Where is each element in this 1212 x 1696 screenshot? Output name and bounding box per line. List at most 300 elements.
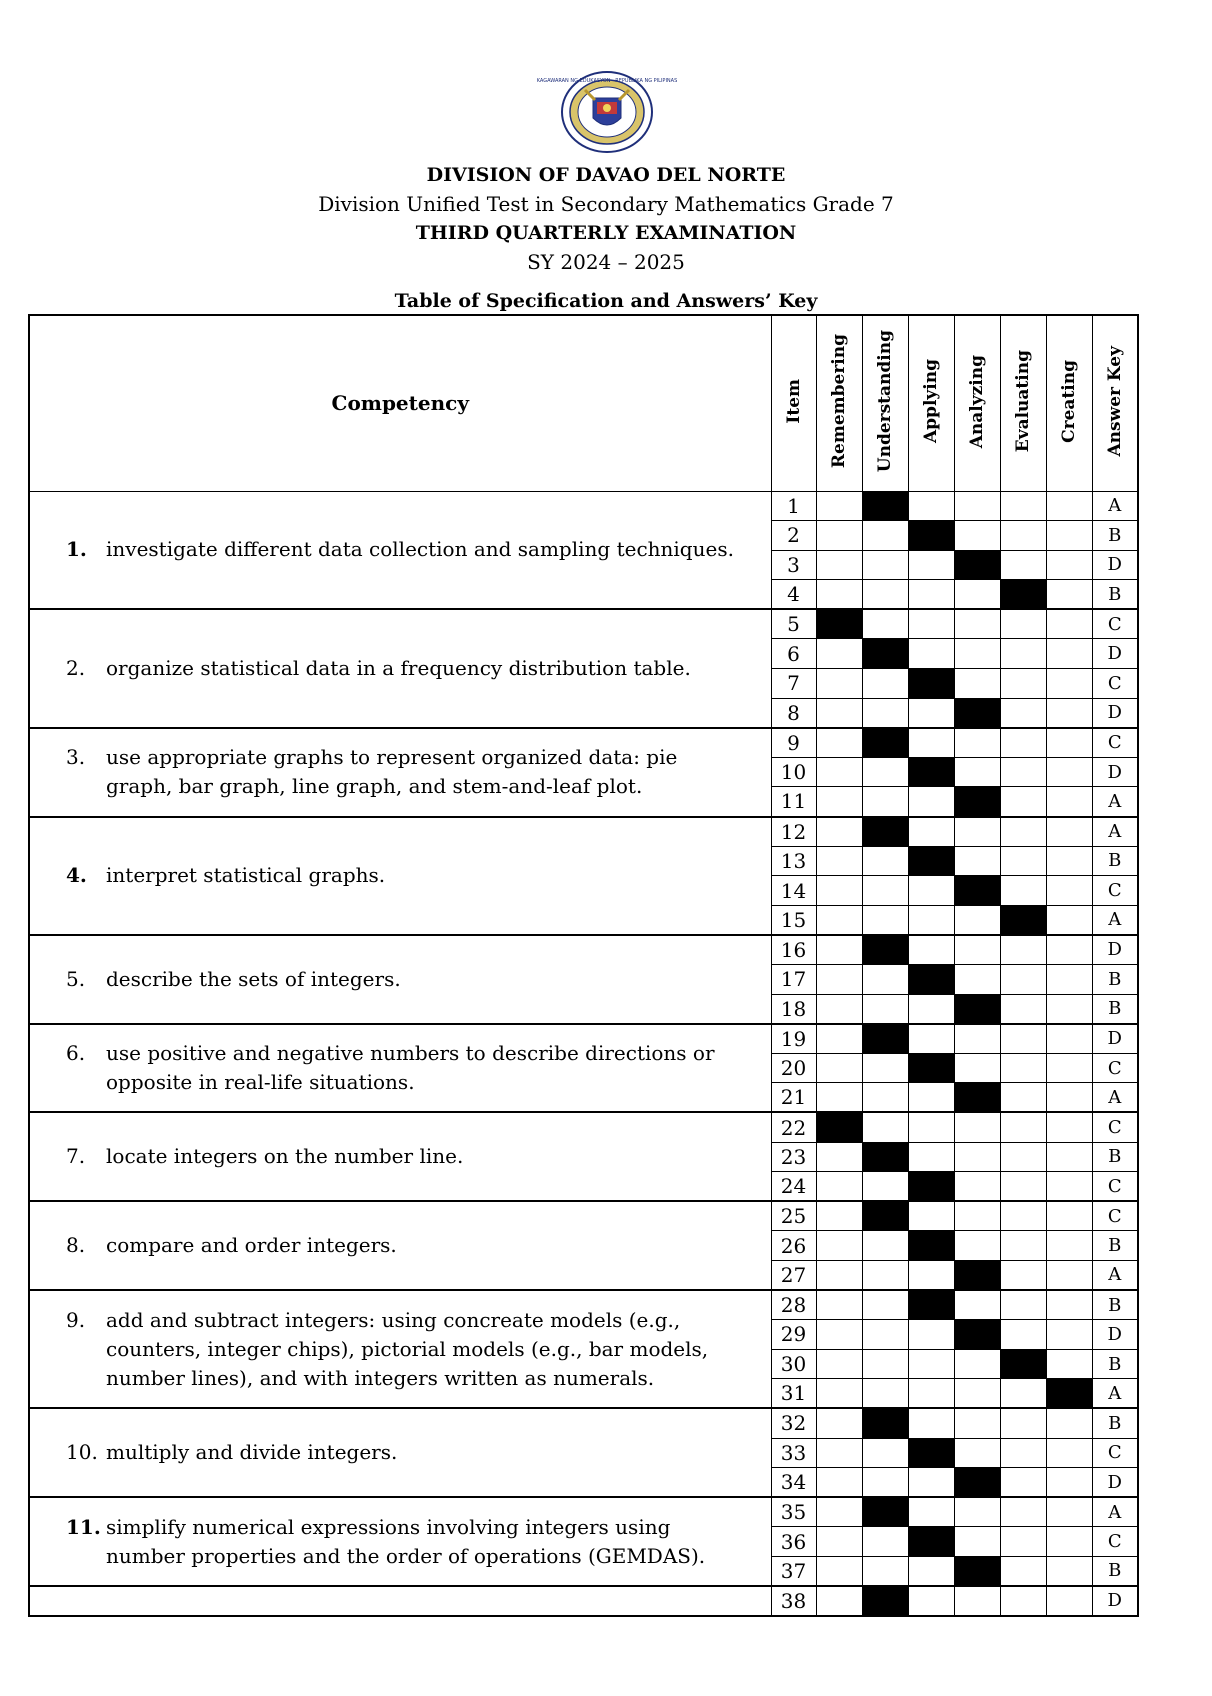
answer-key-cell: B xyxy=(1092,580,1138,610)
answer-key-cell: C xyxy=(1092,1201,1138,1231)
level-cell-remembering xyxy=(816,1231,862,1261)
level-cell-applying xyxy=(908,639,954,669)
level-cell-evaluating xyxy=(1000,1142,1046,1172)
level-cell-evaluating xyxy=(1000,728,1046,758)
table-row xyxy=(29,935,1138,965)
answer-key-cell: B xyxy=(1092,1349,1138,1379)
competency-text: describe the sets of integers. xyxy=(106,966,401,991)
level-cell-creating xyxy=(1046,1408,1092,1438)
answer-key-cell: A xyxy=(1092,491,1138,521)
level-cell-creating xyxy=(1046,491,1092,521)
level-cell-understanding xyxy=(862,817,908,847)
level-cell-applying xyxy=(908,1527,954,1557)
item-number: 38 xyxy=(771,1586,816,1616)
level-cell-evaluating xyxy=(1000,1556,1046,1586)
level-cell-remembering xyxy=(816,787,862,817)
level-cell-remembering xyxy=(816,876,862,906)
level-cell-creating xyxy=(1046,1527,1092,1557)
level-cell-evaluating xyxy=(1000,1260,1046,1290)
level-cell-evaluating xyxy=(1000,609,1046,639)
level-cell-remembering xyxy=(816,1260,862,1290)
level-cell-applying xyxy=(908,1053,954,1083)
level-cell-applying xyxy=(908,550,954,580)
level-cell-applying xyxy=(908,1024,954,1054)
level-cell-evaluating xyxy=(1000,757,1046,787)
level-cell-understanding xyxy=(862,1201,908,1231)
competency-number: 10. xyxy=(66,1440,98,1465)
competency-number: 2. xyxy=(66,656,86,681)
school-year: SY 2024 – 2025 xyxy=(527,250,685,274)
level-cell-remembering xyxy=(816,609,862,639)
level-cell-remembering xyxy=(816,935,862,965)
level-cell-remembering xyxy=(816,1586,862,1616)
level-cell-understanding xyxy=(862,1556,908,1586)
level-cell-evaluating xyxy=(1000,1231,1046,1261)
item-number: 5 xyxy=(771,609,816,639)
level-cell-analyzing xyxy=(954,1083,1000,1113)
level-cell-understanding xyxy=(862,1586,908,1616)
item-number: 8 xyxy=(771,698,816,728)
level-cell-creating xyxy=(1046,1349,1092,1379)
level-cell-understanding xyxy=(862,1320,908,1350)
level-cell-analyzing xyxy=(954,1349,1000,1379)
competency-number: 3. xyxy=(66,745,86,770)
level-cell-understanding xyxy=(862,1112,908,1142)
level-cell-analyzing xyxy=(954,580,1000,610)
level-cell-analyzing xyxy=(954,965,1000,995)
answer-key-cell: C xyxy=(1092,1172,1138,1202)
level-cell-applying xyxy=(908,1556,954,1586)
item-number: 32 xyxy=(771,1408,816,1438)
level-cell-creating xyxy=(1046,905,1092,935)
level-cell-remembering xyxy=(816,905,862,935)
level-cell-analyzing xyxy=(954,639,1000,669)
level-cell-analyzing xyxy=(954,550,1000,580)
competency-text: simplify numerical expressions involving integers using number properties and the order of operations (GEMDAS). xyxy=(106,1514,706,1568)
level-cell-evaluating xyxy=(1000,1586,1046,1616)
level-cell-creating xyxy=(1046,639,1092,669)
competency-text: organize statistical data in a frequency distribution table. xyxy=(106,656,691,681)
test-name: Division Unified Test in Secondary Mathematics Grade 7 xyxy=(318,192,894,216)
answer-key-cell: D xyxy=(1092,698,1138,728)
level-cell-evaluating xyxy=(1000,1408,1046,1438)
item-number: 13 xyxy=(771,846,816,876)
answer-key-cell: B xyxy=(1092,1290,1138,1320)
item-number: 6 xyxy=(771,639,816,669)
level-cell-remembering xyxy=(816,1320,862,1350)
answer-key-cell: D xyxy=(1092,1468,1138,1498)
answer-key-cell: B xyxy=(1092,1556,1138,1586)
exam-title: THIRD QUARTERLY EXAMINATION xyxy=(415,222,797,244)
level-cell-analyzing xyxy=(954,1320,1000,1350)
level-cell-analyzing xyxy=(954,728,1000,758)
level-cell-analyzing xyxy=(954,1586,1000,1616)
level-cell-evaluating xyxy=(1000,787,1046,817)
level-cell-understanding xyxy=(862,1142,908,1172)
level-cell-evaluating xyxy=(1000,1290,1046,1320)
level-cell-creating xyxy=(1046,580,1092,610)
competency-cell xyxy=(29,1024,771,1113)
level-cell-evaluating xyxy=(1000,935,1046,965)
item-number: 14 xyxy=(771,876,816,906)
competency-number: 8. xyxy=(66,1233,86,1258)
table-row xyxy=(29,609,1138,639)
level-cell-analyzing xyxy=(954,1438,1000,1468)
answer-key-cell: C xyxy=(1092,1527,1138,1557)
answer-key-cell: C xyxy=(1092,1438,1138,1468)
level-cell-analyzing xyxy=(954,994,1000,1024)
table-row xyxy=(29,1497,1138,1527)
deped-seal xyxy=(536,70,678,154)
level-cell-analyzing xyxy=(954,1468,1000,1498)
level-cell-analyzing xyxy=(954,905,1000,935)
competency-cell xyxy=(29,491,771,609)
level-cell-understanding xyxy=(862,1053,908,1083)
item-number: 24 xyxy=(771,1172,816,1202)
level-cell-understanding xyxy=(862,1379,908,1409)
answer-key-cell: D xyxy=(1092,1320,1138,1350)
item-number: 20 xyxy=(771,1053,816,1083)
level-cell-creating xyxy=(1046,1231,1092,1261)
level-cell-applying xyxy=(908,728,954,758)
level-cell-analyzing xyxy=(954,521,1000,551)
level-cell-creating xyxy=(1046,1260,1092,1290)
item-number: 18 xyxy=(771,994,816,1024)
item-number: 30 xyxy=(771,1349,816,1379)
level-cell-creating xyxy=(1046,994,1092,1024)
item-number: 31 xyxy=(771,1379,816,1409)
level-cell-evaluating xyxy=(1000,1497,1046,1527)
competency-number: 5. xyxy=(66,966,86,991)
level-cell-understanding xyxy=(862,1468,908,1498)
level-cell-evaluating xyxy=(1000,1379,1046,1409)
answer-key-cell: D xyxy=(1092,757,1138,787)
level-cell-evaluating xyxy=(1000,1468,1046,1498)
level-cell-remembering xyxy=(816,1053,862,1083)
level-cell-understanding xyxy=(862,1024,908,1054)
level-cell-evaluating xyxy=(1000,491,1046,521)
item-number: 35 xyxy=(771,1497,816,1527)
table-row xyxy=(29,491,1138,521)
level-cell-remembering xyxy=(816,580,862,610)
level-cell-analyzing xyxy=(954,1053,1000,1083)
level-cell-creating xyxy=(1046,1290,1092,1320)
level-cell-analyzing xyxy=(954,876,1000,906)
level-cell-remembering xyxy=(816,550,862,580)
level-cell-creating xyxy=(1046,1497,1092,1527)
item-number: 21 xyxy=(771,1083,816,1113)
table-row xyxy=(29,1112,1138,1142)
level-cell-applying xyxy=(908,965,954,995)
level-cell-applying xyxy=(908,935,954,965)
table-row xyxy=(29,1024,1138,1054)
level-cell-creating xyxy=(1046,1083,1092,1113)
level-cell-applying xyxy=(908,1586,954,1616)
level-cell-creating xyxy=(1046,728,1092,758)
answer-key-cell: C xyxy=(1092,728,1138,758)
level-cell-creating xyxy=(1046,1468,1092,1498)
level-cell-remembering xyxy=(816,1083,862,1113)
competency-cell xyxy=(29,1112,771,1201)
level-cell-remembering xyxy=(816,1527,862,1557)
item-number: 17 xyxy=(771,965,816,995)
item-number: 26 xyxy=(771,1231,816,1261)
level-cell-applying xyxy=(908,1379,954,1409)
level-cell-evaluating xyxy=(1000,905,1046,935)
level-cell-applying xyxy=(908,669,954,699)
level-cell-understanding xyxy=(862,1438,908,1468)
level-cell-understanding xyxy=(862,965,908,995)
answer-key-cell: C xyxy=(1092,1053,1138,1083)
competency-number: 4. xyxy=(66,863,87,888)
answer-key-cell: A xyxy=(1092,787,1138,817)
competency-text: use appropriate graphs to represent organized data: pie graph, bar graph, line graph, and stem-and-leaf plot. xyxy=(106,745,678,799)
competency-cell xyxy=(29,728,771,817)
table-row xyxy=(29,817,1138,847)
level-cell-understanding xyxy=(862,757,908,787)
level-cell-understanding xyxy=(862,728,908,758)
level-cell-applying xyxy=(908,994,954,1024)
level-cell-understanding xyxy=(862,787,908,817)
level-cell-creating xyxy=(1046,1053,1092,1083)
level-cell-analyzing xyxy=(954,787,1000,817)
level-cell-applying xyxy=(908,1468,954,1498)
level-cell-applying xyxy=(908,1112,954,1142)
answer-key-cell: B xyxy=(1092,846,1138,876)
level-cell-analyzing xyxy=(954,609,1000,639)
item-number: 27 xyxy=(771,1260,816,1290)
item-number: 33 xyxy=(771,1438,816,1468)
competency-text: add and subtract integers: using concreate models (e.g., counters, integer chips), pictorial models (e.g., bar models, number lines), and with integers written as numerals. xyxy=(106,1307,709,1390)
level-cell-creating xyxy=(1046,1438,1092,1468)
answer-key-cell: D xyxy=(1092,550,1138,580)
answer-key-cell: A xyxy=(1092,1083,1138,1113)
level-cell-evaluating xyxy=(1000,876,1046,906)
level-cell-remembering xyxy=(816,757,862,787)
specification-table xyxy=(28,314,1139,1617)
level-cell-remembering xyxy=(816,817,862,847)
level-cell-remembering xyxy=(816,521,862,551)
item-number: 3 xyxy=(771,550,816,580)
item-number: 7 xyxy=(771,669,816,699)
item-number: 12 xyxy=(771,817,816,847)
division-title: DIVISION OF DAVAO DEL NORTE xyxy=(426,164,786,186)
competency-cell xyxy=(29,1201,771,1290)
level-cell-creating xyxy=(1046,1379,1092,1409)
answer-key-cell: D xyxy=(1092,1586,1138,1616)
competency-text: use positive and negative numbers to describe directions or opposite in real-life situations. xyxy=(106,1041,715,1095)
level-cell-analyzing xyxy=(954,935,1000,965)
level-cell-understanding xyxy=(862,1260,908,1290)
level-cell-creating xyxy=(1046,550,1092,580)
answer-key-cell: B xyxy=(1092,965,1138,995)
level-cell-analyzing xyxy=(954,817,1000,847)
competency-cell xyxy=(29,1408,771,1497)
level-cell-understanding xyxy=(862,609,908,639)
level-cell-creating xyxy=(1046,935,1092,965)
level-cell-evaluating xyxy=(1000,1527,1046,1557)
level-cell-understanding xyxy=(862,580,908,610)
level-cell-understanding xyxy=(862,521,908,551)
answer-key-cell: A xyxy=(1092,1497,1138,1527)
competency-text: interpret statistical graphs. xyxy=(106,863,386,888)
level-cell-remembering xyxy=(816,1438,862,1468)
level-cell-understanding xyxy=(862,1349,908,1379)
level-cell-analyzing xyxy=(954,1112,1000,1142)
level-cell-applying xyxy=(908,1290,954,1320)
level-cell-remembering xyxy=(816,1142,862,1172)
item-number: 2 xyxy=(771,521,816,551)
level-cell-remembering xyxy=(816,698,862,728)
item-number: 19 xyxy=(771,1024,816,1054)
level-cell-applying xyxy=(908,491,954,521)
level-cell-evaluating xyxy=(1000,994,1046,1024)
level-cell-applying xyxy=(908,876,954,906)
answer-key-cell: B xyxy=(1092,521,1138,551)
column-header-analyzing: Analyzing xyxy=(954,315,1000,491)
level-cell-remembering xyxy=(816,846,862,876)
level-cell-creating xyxy=(1046,876,1092,906)
level-cell-creating xyxy=(1046,965,1092,995)
level-cell-analyzing xyxy=(954,491,1000,521)
level-cell-analyzing xyxy=(954,698,1000,728)
level-cell-creating xyxy=(1046,1024,1092,1054)
competency-text: locate integers on the number line. xyxy=(106,1144,464,1169)
level-cell-understanding xyxy=(862,1231,908,1261)
answer-key-cell: A xyxy=(1092,905,1138,935)
answer-key-cell: C xyxy=(1092,669,1138,699)
level-cell-understanding xyxy=(862,639,908,669)
competency-text: multiply and divide integers. xyxy=(106,1440,398,1465)
item-number: 25 xyxy=(771,1201,816,1231)
level-cell-remembering xyxy=(816,1379,862,1409)
level-cell-creating xyxy=(1046,669,1092,699)
level-cell-understanding xyxy=(862,1083,908,1113)
level-cell-evaluating xyxy=(1000,1201,1046,1231)
level-cell-evaluating xyxy=(1000,1112,1046,1142)
level-cell-analyzing xyxy=(954,1024,1000,1054)
level-cell-understanding xyxy=(862,1527,908,1557)
item-number: 37 xyxy=(771,1556,816,1586)
level-cell-applying xyxy=(908,1231,954,1261)
table-title: Table of Specification and Answers’ Key xyxy=(394,290,818,312)
level-cell-understanding xyxy=(862,491,908,521)
competency-cell xyxy=(29,1497,771,1586)
level-cell-creating xyxy=(1046,817,1092,847)
table-row xyxy=(29,728,1138,758)
level-cell-creating xyxy=(1046,1201,1092,1231)
level-cell-evaluating xyxy=(1000,817,1046,847)
level-cell-understanding xyxy=(862,698,908,728)
level-cell-understanding xyxy=(862,1290,908,1320)
level-cell-evaluating xyxy=(1000,1053,1046,1083)
level-cell-remembering xyxy=(816,669,862,699)
column-header-item: Item xyxy=(771,315,816,491)
level-cell-evaluating xyxy=(1000,550,1046,580)
level-cell-analyzing xyxy=(954,1142,1000,1172)
level-cell-applying xyxy=(908,698,954,728)
item-number: 11 xyxy=(771,787,816,817)
level-cell-creating xyxy=(1046,1320,1092,1350)
level-cell-remembering xyxy=(816,1349,862,1379)
item-number: 23 xyxy=(771,1142,816,1172)
level-cell-understanding xyxy=(862,1497,908,1527)
level-cell-applying xyxy=(908,1497,954,1527)
level-cell-evaluating xyxy=(1000,1083,1046,1113)
competency-cell xyxy=(29,609,771,727)
level-cell-analyzing xyxy=(954,1260,1000,1290)
level-cell-creating xyxy=(1046,846,1092,876)
level-cell-understanding xyxy=(862,846,908,876)
seal-text: KAGAWARAN NG EDUKASYON · REPUBLIKA NG PILIPINAS xyxy=(536,78,678,84)
level-cell-remembering xyxy=(816,1290,862,1320)
level-cell-understanding xyxy=(862,994,908,1024)
level-cell-remembering xyxy=(816,1497,862,1527)
level-cell-remembering xyxy=(816,1556,862,1586)
item-number: 36 xyxy=(771,1527,816,1557)
level-cell-creating xyxy=(1046,787,1092,817)
column-header-answer-key: Answer Key xyxy=(1092,315,1138,491)
level-cell-applying xyxy=(908,521,954,551)
level-cell-understanding xyxy=(862,905,908,935)
answer-key-cell: A xyxy=(1092,1260,1138,1290)
competency-cell xyxy=(29,1290,771,1408)
level-cell-applying xyxy=(908,1142,954,1172)
answer-key-cell: A xyxy=(1092,817,1138,847)
level-cell-evaluating xyxy=(1000,521,1046,551)
answer-key-cell: B xyxy=(1092,1231,1138,1261)
level-cell-understanding xyxy=(862,550,908,580)
competency-number: 1. xyxy=(66,537,87,562)
level-cell-analyzing xyxy=(954,1172,1000,1202)
answer-key-cell: C xyxy=(1092,1112,1138,1142)
level-cell-evaluating xyxy=(1000,1349,1046,1379)
item-number: 15 xyxy=(771,905,816,935)
competency-header: Competency xyxy=(29,315,771,491)
level-cell-applying xyxy=(908,1320,954,1350)
level-cell-applying xyxy=(908,609,954,639)
level-cell-applying xyxy=(908,817,954,847)
table-row xyxy=(29,1408,1138,1438)
level-cell-evaluating xyxy=(1000,639,1046,669)
level-cell-remembering xyxy=(816,1024,862,1054)
level-cell-evaluating xyxy=(1000,1024,1046,1054)
level-cell-remembering xyxy=(816,1408,862,1438)
level-cell-evaluating xyxy=(1000,1320,1046,1350)
item-number: 4 xyxy=(771,580,816,610)
level-cell-applying xyxy=(908,1408,954,1438)
level-cell-understanding xyxy=(862,935,908,965)
item-number: 34 xyxy=(771,1468,816,1498)
item-number: 16 xyxy=(771,935,816,965)
column-header-understanding: Understanding xyxy=(862,315,908,491)
level-cell-evaluating xyxy=(1000,846,1046,876)
header-row xyxy=(29,315,1138,491)
level-cell-applying xyxy=(908,1201,954,1231)
level-cell-applying xyxy=(908,1260,954,1290)
item-number: 10 xyxy=(771,757,816,787)
level-cell-understanding xyxy=(862,876,908,906)
column-header-applying: Applying xyxy=(908,315,954,491)
level-cell-applying xyxy=(908,1349,954,1379)
column-header-evaluating: Evaluating xyxy=(1000,315,1046,491)
level-cell-understanding xyxy=(862,1408,908,1438)
level-cell-remembering xyxy=(816,994,862,1024)
level-cell-creating xyxy=(1046,1142,1092,1172)
level-cell-analyzing xyxy=(954,669,1000,699)
level-cell-applying xyxy=(908,846,954,876)
table-row xyxy=(29,1586,1138,1616)
